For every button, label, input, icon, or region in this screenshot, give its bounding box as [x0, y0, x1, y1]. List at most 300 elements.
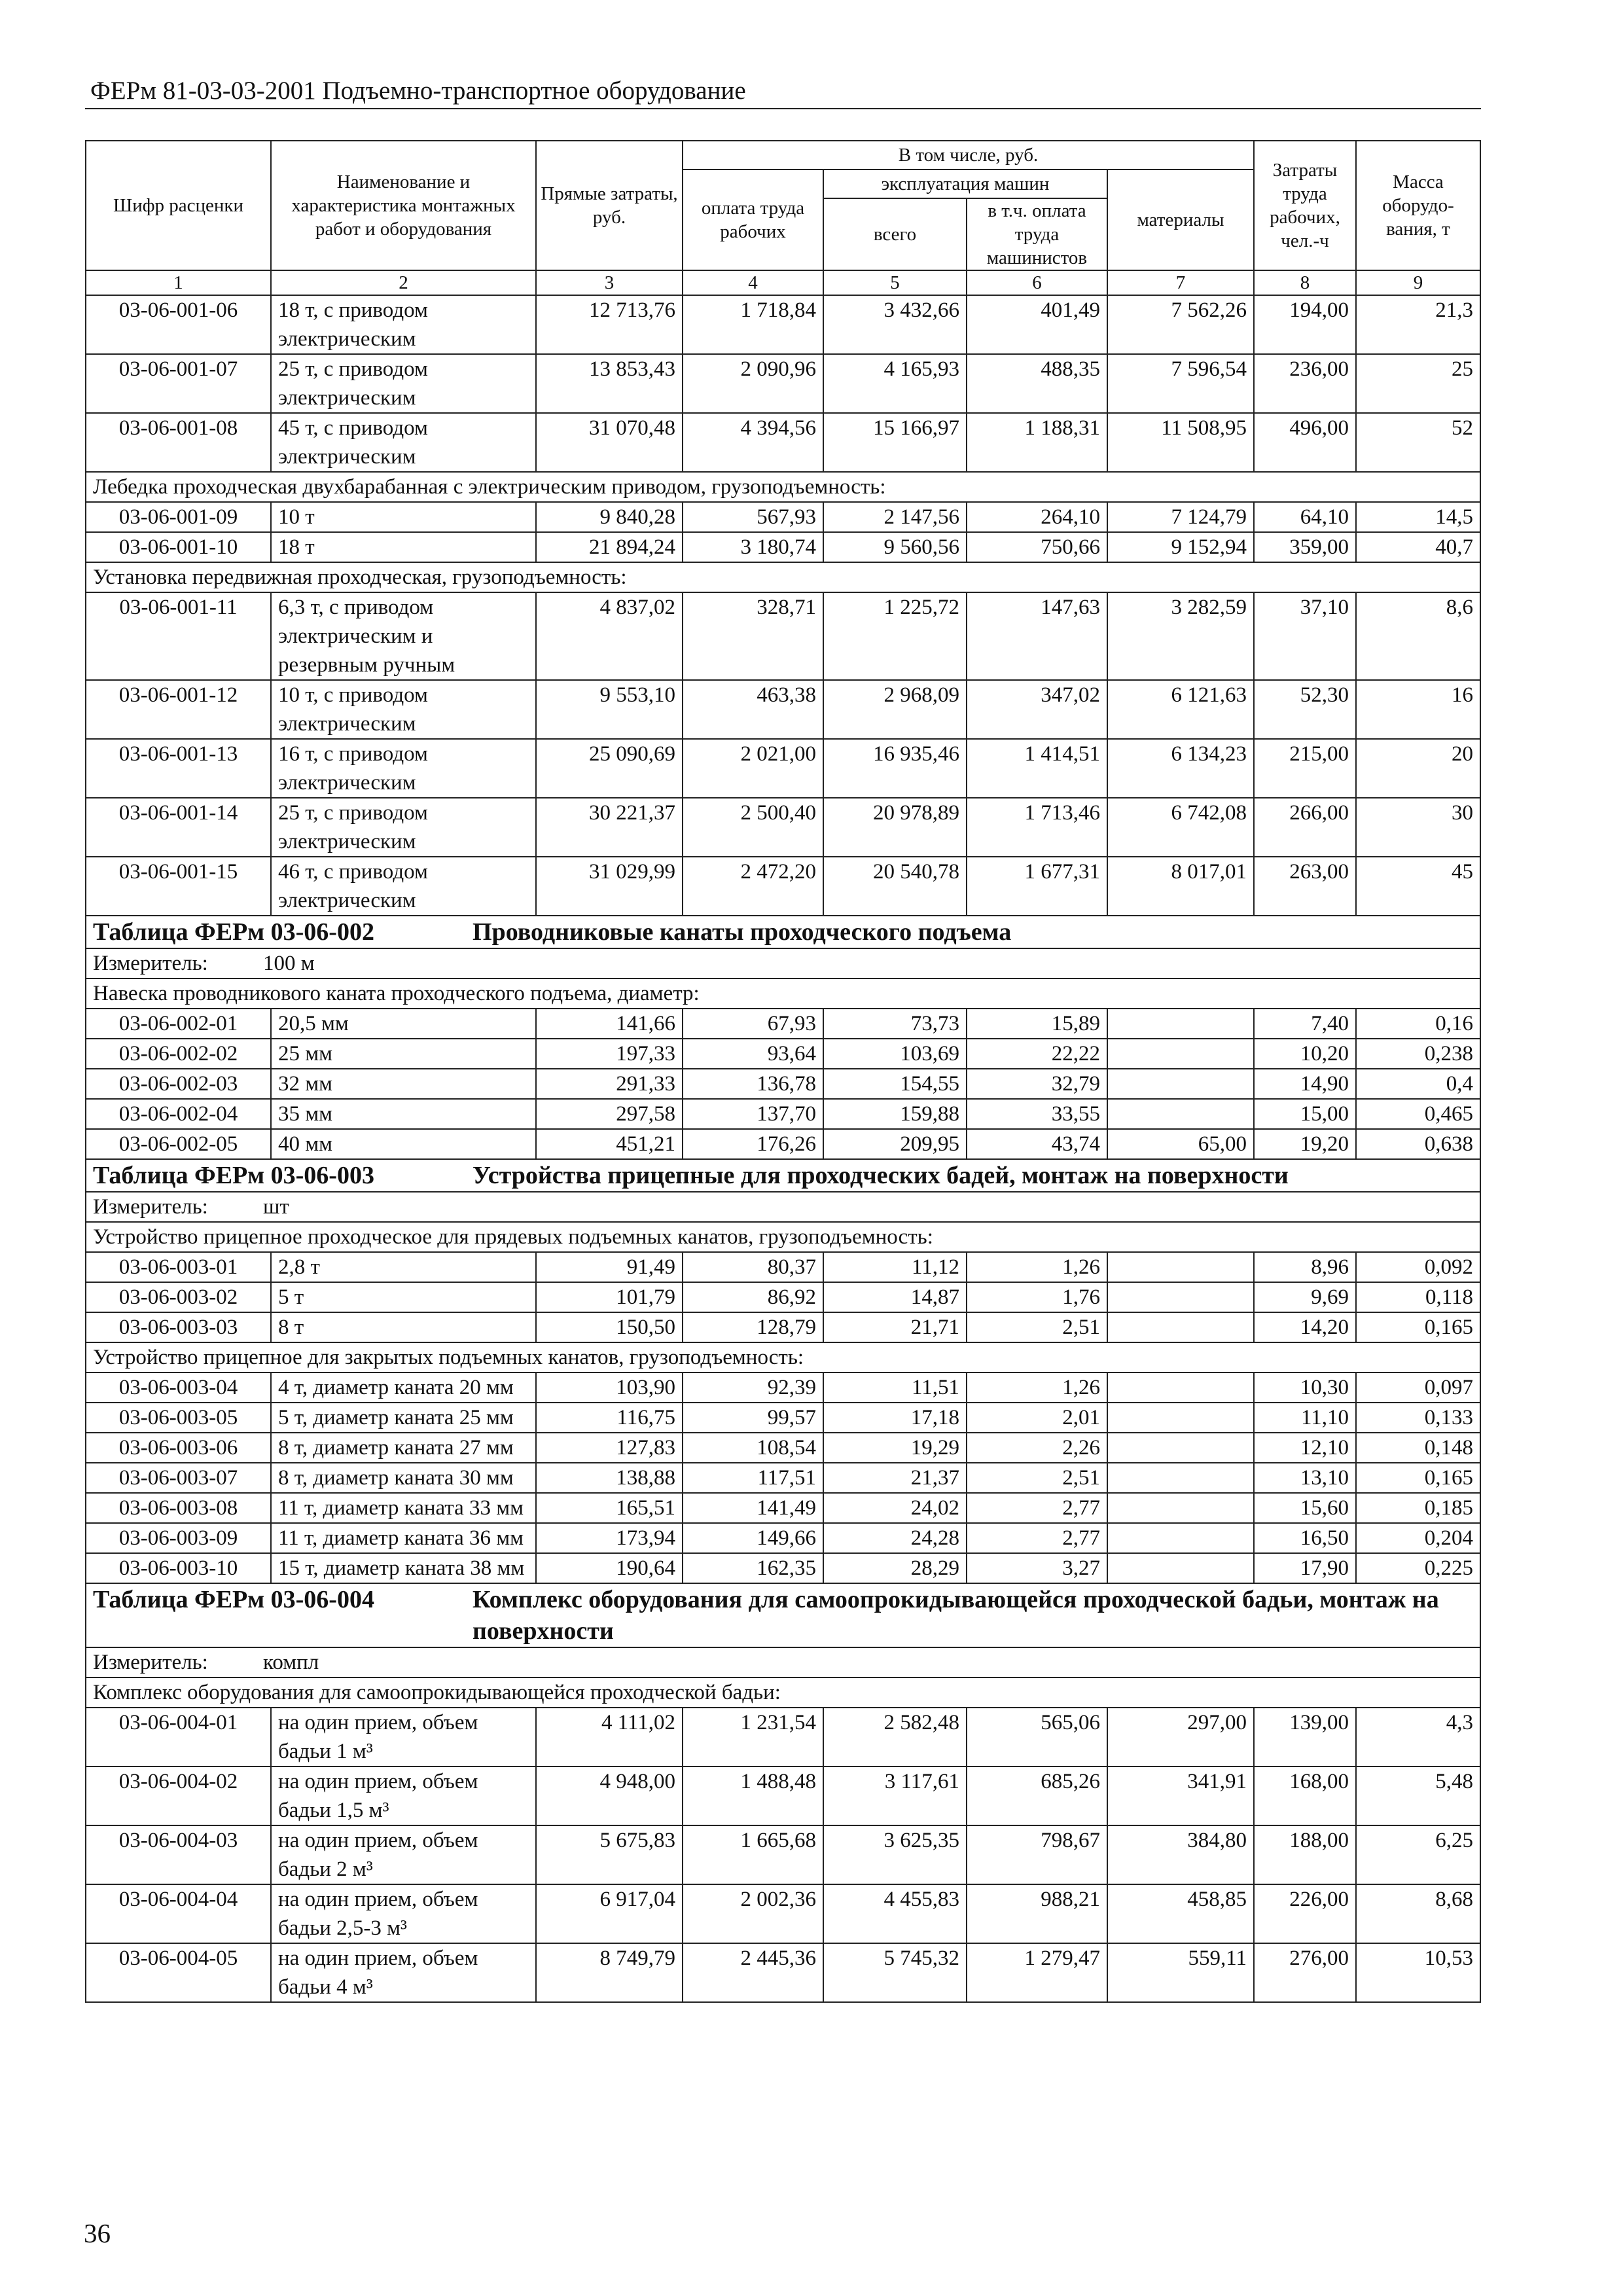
labor-hours: 496,00	[1254, 413, 1356, 472]
materials-cost: 7 124,79	[1107, 502, 1254, 532]
wages-cost: 2 500,40	[683, 798, 823, 857]
machinist-wages: 2,51	[967, 1312, 1107, 1342]
direct-cost: 165,51	[536, 1493, 683, 1523]
equipment-mass: 0,204	[1356, 1523, 1480, 1553]
table-row	[86, 1553, 1480, 1583]
labor-hours: 15,00	[1254, 1099, 1356, 1129]
labor-hours: 14,90	[1254, 1069, 1356, 1099]
labor-hours: 168,00	[1254, 1767, 1356, 1825]
labor-hours: 13,10	[1254, 1463, 1356, 1493]
work-name: 2,8 т	[271, 1252, 536, 1282]
direct-cost: 138,88	[536, 1463, 683, 1493]
work-name: 5 т, диаметр каната 25 мм	[271, 1403, 536, 1433]
rate-code: 03-06-001-11	[86, 592, 271, 680]
table-row	[86, 1312, 1480, 1342]
table-body	[86, 295, 1480, 2002]
rate-code: 03-06-001-06	[86, 295, 271, 354]
machinist-wages: 988,21	[967, 1884, 1107, 1943]
wages-cost: 99,57	[683, 1403, 823, 1433]
work-name: 32 мм	[271, 1069, 536, 1099]
wages-cost: 141,49	[683, 1493, 823, 1523]
materials-cost	[1107, 1069, 1254, 1099]
machines-cost: 5 745,32	[823, 1943, 967, 2002]
column-number: 1	[86, 270, 271, 295]
page-number: 36	[84, 2218, 111, 2248]
direct-cost: 197,33	[536, 1039, 683, 1069]
labor-hours: 8,96	[1254, 1252, 1356, 1282]
wages-cost: 67,93	[683, 1009, 823, 1039]
equipment-mass: 0,118	[1356, 1282, 1480, 1312]
measure-row	[86, 948, 1480, 978]
equipment-mass: 0,133	[1356, 1403, 1480, 1433]
table-row	[86, 532, 1480, 562]
equipment-mass: 0,165	[1356, 1463, 1480, 1493]
equipment-mass: 0,165	[1356, 1312, 1480, 1342]
header-machines-total: всего	[823, 198, 967, 270]
work-name: 25 т, с приводом электрическим	[271, 354, 536, 413]
labor-hours: 9,69	[1254, 1282, 1356, 1312]
table-row	[86, 798, 1480, 857]
machines-cost: 9 560,56	[823, 532, 967, 562]
equipment-mass: 52	[1356, 413, 1480, 472]
wages-cost: 567,93	[683, 502, 823, 532]
work-name: 6,3 т, с приводом электрическим и резервным ручным	[271, 592, 536, 680]
rate-code: 03-06-001-14	[86, 798, 271, 857]
machines-cost: 21,71	[823, 1312, 967, 1342]
table-row	[86, 1039, 1480, 1069]
column-number: 2	[271, 270, 536, 295]
rate-code: 03-06-003-09	[86, 1523, 271, 1553]
table-title	[86, 916, 1480, 948]
work-name: на один прием, объем бадьи 2 м³	[271, 1825, 536, 1884]
work-name: 5 т	[271, 1282, 536, 1312]
wages-cost: 128,79	[683, 1312, 823, 1342]
work-name: 20,5 мм	[271, 1009, 536, 1039]
machinist-wages: 347,02	[967, 680, 1107, 739]
header-name: Наименование и характеристика монтажных работ и оборудования	[271, 141, 536, 270]
materials-cost	[1107, 1493, 1254, 1523]
equipment-mass: 0,225	[1356, 1553, 1480, 1583]
materials-cost	[1107, 1282, 1254, 1312]
materials-cost: 3 282,59	[1107, 592, 1254, 680]
measure-label: Измеритель:	[93, 952, 208, 975]
materials-cost: 11 508,95	[1107, 413, 1254, 472]
table-title-row	[86, 1159, 1480, 1192]
wages-cost: 2 002,36	[683, 1884, 823, 1943]
wages-cost: 1 231,54	[683, 1708, 823, 1767]
wages-cost: 463,38	[683, 680, 823, 739]
table-row	[86, 502, 1480, 532]
machinist-wages: 264,10	[967, 502, 1107, 532]
equipment-mass: 16	[1356, 680, 1480, 739]
work-name: 18 т	[271, 532, 536, 562]
direct-cost: 190,64	[536, 1553, 683, 1583]
header-code: Шифр расценки	[86, 141, 271, 270]
wages-cost: 1 665,68	[683, 1825, 823, 1884]
direct-cost: 291,33	[536, 1069, 683, 1099]
work-name: 40 мм	[271, 1129, 536, 1159]
group-heading-row	[86, 978, 1480, 1009]
rate-code: 03-06-003-04	[86, 1372, 271, 1403]
table-row	[86, 1884, 1480, 1943]
materials-cost	[1107, 1553, 1254, 1583]
materials-cost: 297,00	[1107, 1708, 1254, 1767]
machinist-wages: 1 713,46	[967, 798, 1107, 857]
machinist-wages: 1 414,51	[967, 739, 1107, 798]
machines-cost: 4 165,93	[823, 354, 967, 413]
header-machines-wages: в т.ч. оплата труда машинистов	[967, 198, 1107, 270]
equipment-mass: 0,238	[1356, 1039, 1480, 1069]
measure-row	[86, 1647, 1480, 1677]
machinist-wages: 2,77	[967, 1493, 1107, 1523]
rate-code: 03-06-003-03	[86, 1312, 271, 1342]
machinist-wages: 33,55	[967, 1099, 1107, 1129]
work-name: на один прием, объем бадьи 1 м³	[271, 1708, 536, 1767]
machinist-wages: 2,01	[967, 1403, 1107, 1433]
materials-cost: 341,91	[1107, 1767, 1254, 1825]
machines-cost: 3 432,66	[823, 295, 967, 354]
rates-table	[85, 140, 1481, 2003]
group-heading: Установка передвижная проходческая, грузоподъемность:	[86, 562, 1480, 592]
machines-cost: 154,55	[823, 1069, 967, 1099]
direct-cost: 8 749,79	[536, 1943, 683, 2002]
labor-hours: 10,30	[1254, 1372, 1356, 1403]
group-heading: Комплекс оборудования для самоопрокидывающейся проходческой бадьи:	[86, 1677, 1480, 1708]
rate-code: 03-06-003-08	[86, 1493, 271, 1523]
direct-cost: 25 090,69	[536, 739, 683, 798]
column-number: 6	[967, 270, 1107, 295]
rate-code: 03-06-001-13	[86, 739, 271, 798]
wages-cost: 2 021,00	[683, 739, 823, 798]
rate-code: 03-06-004-05	[86, 1943, 271, 2002]
materials-cost: 6 121,63	[1107, 680, 1254, 739]
machines-cost: 20 540,78	[823, 857, 967, 916]
rate-code: 03-06-002-03	[86, 1069, 271, 1099]
direct-cost: 451,21	[536, 1129, 683, 1159]
table-row	[86, 354, 1480, 413]
materials-cost	[1107, 1099, 1254, 1129]
wages-cost: 108,54	[683, 1433, 823, 1463]
wages-cost: 2 445,36	[683, 1943, 823, 2002]
machines-cost: 20 978,89	[823, 798, 967, 857]
direct-cost: 31 029,99	[536, 857, 683, 916]
direct-cost: 116,75	[536, 1403, 683, 1433]
group-heading-row	[86, 562, 1480, 592]
table-title-label: Таблица ФЕРм 03-06-004	[93, 1586, 374, 1613]
materials-cost	[1107, 1403, 1254, 1433]
direct-cost: 30 221,37	[536, 798, 683, 857]
direct-cost: 12 713,76	[536, 295, 683, 354]
labor-hours: 37,10	[1254, 592, 1356, 680]
direct-cost: 101,79	[536, 1282, 683, 1312]
column-numbers-row	[86, 270, 1480, 295]
materials-cost: 7 562,26	[1107, 295, 1254, 354]
wages-cost: 93,64	[683, 1039, 823, 1069]
wages-cost: 92,39	[683, 1372, 823, 1403]
equipment-mass: 21,3	[1356, 295, 1480, 354]
machines-cost: 14,87	[823, 1282, 967, 1312]
equipment-mass: 20	[1356, 739, 1480, 798]
work-name: 8 т	[271, 1312, 536, 1342]
wages-cost: 149,66	[683, 1523, 823, 1553]
rate-code: 03-06-001-09	[86, 502, 271, 532]
table-row	[86, 1493, 1480, 1523]
table-row	[86, 1282, 1480, 1312]
machines-cost: 3 625,35	[823, 1825, 967, 1884]
work-name: 25 т, с приводом электрическим	[271, 798, 536, 857]
table-row	[86, 1523, 1480, 1553]
labor-hours: 7,40	[1254, 1009, 1356, 1039]
direct-cost: 5 675,83	[536, 1825, 683, 1884]
labor-hours: 10,20	[1254, 1039, 1356, 1069]
wages-cost: 136,78	[683, 1069, 823, 1099]
machines-cost: 2 582,48	[823, 1708, 967, 1767]
table-row	[86, 857, 1480, 916]
work-name: 8 т, диаметр каната 30 мм	[271, 1463, 536, 1493]
equipment-mass: 6,25	[1356, 1825, 1480, 1884]
wages-cost: 2 090,96	[683, 354, 823, 413]
labor-hours: 139,00	[1254, 1708, 1356, 1767]
work-name: 11 т, диаметр каната 36 мм	[271, 1523, 536, 1553]
wages-cost: 328,71	[683, 592, 823, 680]
labor-hours: 12,10	[1254, 1433, 1356, 1463]
machinist-wages: 2,77	[967, 1523, 1107, 1553]
machines-cost: 1 225,72	[823, 592, 967, 680]
equipment-mass: 4,3	[1356, 1708, 1480, 1767]
measure-row	[86, 1192, 1480, 1222]
column-number: 3	[536, 270, 683, 295]
work-name: 25 мм	[271, 1039, 536, 1069]
equipment-mass: 0,465	[1356, 1099, 1480, 1129]
column-number: 7	[1107, 270, 1254, 295]
header-machines: эксплуатация машин	[823, 170, 1107, 198]
materials-cost: 7 596,54	[1107, 354, 1254, 413]
table-row	[86, 1099, 1480, 1129]
materials-cost: 559,11	[1107, 1943, 1254, 2002]
column-number: 5	[823, 270, 967, 295]
work-name: 35 мм	[271, 1099, 536, 1129]
work-name: 46 т, с приводом электрическим	[271, 857, 536, 916]
wages-cost: 80,37	[683, 1252, 823, 1282]
rate-code: 03-06-003-10	[86, 1553, 271, 1583]
machines-cost: 2 968,09	[823, 680, 967, 739]
machinist-wages: 1 279,47	[967, 1943, 1107, 2002]
measure-value: компл	[263, 1651, 319, 1674]
materials-cost: 384,80	[1107, 1825, 1254, 1884]
rate-code: 03-06-002-01	[86, 1009, 271, 1039]
rate-code: 03-06-003-01	[86, 1252, 271, 1282]
machines-cost: 209,95	[823, 1129, 967, 1159]
table-row	[86, 680, 1480, 739]
direct-cost: 91,49	[536, 1252, 683, 1282]
table-title-name: Устройства прицепные для проходческих бадей, монтаж на поверхности	[473, 1162, 1289, 1189]
equipment-mass: 0,185	[1356, 1493, 1480, 1523]
table-title	[86, 1159, 1480, 1192]
labor-hours: 15,60	[1254, 1493, 1356, 1523]
group-heading-row	[86, 1677, 1480, 1708]
wages-cost: 137,70	[683, 1099, 823, 1129]
header-direct: Прямые затраты, руб.	[536, 141, 683, 270]
rate-code: 03-06-004-01	[86, 1708, 271, 1767]
direct-cost: 4 948,00	[536, 1767, 683, 1825]
materials-cost	[1107, 1312, 1254, 1342]
equipment-mass: 0,097	[1356, 1372, 1480, 1403]
materials-cost	[1107, 1039, 1254, 1069]
machinist-wages: 1,26	[967, 1252, 1107, 1282]
materials-cost	[1107, 1463, 1254, 1493]
machines-cost: 19,29	[823, 1433, 967, 1463]
materials-cost: 6 742,08	[1107, 798, 1254, 857]
table-title-row	[86, 1583, 1480, 1647]
labor-hours: 188,00	[1254, 1825, 1356, 1884]
rate-code: 03-06-003-05	[86, 1403, 271, 1433]
labor-hours: 359,00	[1254, 532, 1356, 562]
materials-cost	[1107, 1009, 1254, 1039]
labor-hours: 194,00	[1254, 295, 1356, 354]
materials-cost: 65,00	[1107, 1129, 1254, 1159]
machines-cost: 3 117,61	[823, 1767, 967, 1825]
table-row	[86, 1463, 1480, 1493]
equipment-mass: 0,092	[1356, 1252, 1480, 1282]
work-name: 15 т, диаметр каната 38 мм	[271, 1553, 536, 1583]
table-row	[86, 1708, 1480, 1767]
work-name: на один прием, объем бадьи 1,5 м³	[271, 1767, 536, 1825]
rate-code: 03-06-003-07	[86, 1463, 271, 1493]
table-row	[86, 295, 1480, 354]
group-heading: Устройство прицепное для закрытых подъемных канатов, грузоподъемность:	[86, 1342, 1480, 1372]
measure-label: Измеритель:	[93, 1195, 208, 1219]
machinist-wages: 1,26	[967, 1372, 1107, 1403]
table-row	[86, 1009, 1480, 1039]
header-rule	[85, 108, 1481, 109]
table-row	[86, 739, 1480, 798]
machinist-wages: 1 188,31	[967, 413, 1107, 472]
machinist-wages: 15,89	[967, 1009, 1107, 1039]
machinist-wages: 2,51	[967, 1463, 1107, 1493]
equipment-mass: 0,148	[1356, 1433, 1480, 1463]
work-name: 10 т	[271, 502, 536, 532]
labor-hours: 276,00	[1254, 1943, 1356, 2002]
materials-cost	[1107, 1372, 1254, 1403]
labor-hours: 236,00	[1254, 354, 1356, 413]
rate-code: 03-06-004-02	[86, 1767, 271, 1825]
machinist-wages: 798,67	[967, 1825, 1107, 1884]
equipment-mass: 0,16	[1356, 1009, 1480, 1039]
direct-cost: 9 553,10	[536, 680, 683, 739]
group-heading-row	[86, 1222, 1480, 1252]
machines-cost: 21,37	[823, 1463, 967, 1493]
labor-hours: 263,00	[1254, 857, 1356, 916]
machinist-wages: 750,66	[967, 532, 1107, 562]
materials-cost: 458,85	[1107, 1884, 1254, 1943]
machines-cost: 11,12	[823, 1252, 967, 1282]
machinist-wages: 32,79	[967, 1069, 1107, 1099]
work-name: 18 т, с приводом электрическим	[271, 295, 536, 354]
work-name: на один прием, объем бадьи 2,5-3 м³	[271, 1884, 536, 1943]
group-heading: Устройство прицепное проходческое для прядевых подъемных канатов, грузоподъемность:	[86, 1222, 1480, 1252]
wages-cost: 1 488,48	[683, 1767, 823, 1825]
direct-cost: 127,83	[536, 1433, 683, 1463]
machines-cost: 11,51	[823, 1372, 967, 1403]
machines-cost: 159,88	[823, 1099, 967, 1129]
table-row	[86, 1433, 1480, 1463]
work-name: 8 т, диаметр каната 27 мм	[271, 1433, 536, 1463]
direct-cost: 13 853,43	[536, 354, 683, 413]
measure-label: Измеритель:	[93, 1651, 208, 1674]
direct-cost: 141,66	[536, 1009, 683, 1039]
table-row	[86, 592, 1480, 680]
rate-code: 03-06-004-04	[86, 1884, 271, 1943]
column-number: 9	[1356, 270, 1480, 295]
rate-code: 03-06-002-02	[86, 1039, 271, 1069]
table-title-label: Таблица ФЕРм 03-06-002	[93, 918, 374, 946]
machinist-wages: 1,76	[967, 1282, 1107, 1312]
machines-cost: 4 455,83	[823, 1884, 967, 1943]
direct-cost: 21 894,24	[536, 532, 683, 562]
materials-cost	[1107, 1252, 1254, 1282]
equipment-mass: 0,638	[1356, 1129, 1480, 1159]
table-row	[86, 1129, 1480, 1159]
labor-hours: 226,00	[1254, 1884, 1356, 1943]
machinist-wages: 2,26	[967, 1433, 1107, 1463]
equipment-mass: 8,68	[1356, 1884, 1480, 1943]
measure-value: шт	[263, 1195, 289, 1219]
machines-cost: 15 166,97	[823, 413, 967, 472]
machinist-wages: 3,27	[967, 1553, 1107, 1583]
work-name: 45 т, с приводом электрическим	[271, 413, 536, 472]
rate-code: 03-06-001-15	[86, 857, 271, 916]
equipment-mass: 5,48	[1356, 1767, 1480, 1825]
group-heading: Лебедка проходческая двухбарабанная с электрическим приводом, грузоподъемность:	[86, 472, 1480, 502]
table-title-row	[86, 916, 1480, 948]
machinist-wages: 43,74	[967, 1129, 1107, 1159]
labor-hours: 16,50	[1254, 1523, 1356, 1553]
header-wages: оплата труда рабочих	[683, 170, 823, 270]
machines-cost: 73,73	[823, 1009, 967, 1039]
wages-cost: 4 394,56	[683, 413, 823, 472]
direct-cost: 6 917,04	[536, 1884, 683, 1943]
rate-code: 03-06-001-10	[86, 532, 271, 562]
labor-hours: 64,10	[1254, 502, 1356, 532]
machines-cost: 2 147,56	[823, 502, 967, 532]
direct-cost: 103,90	[536, 1372, 683, 1403]
machines-cost: 17,18	[823, 1403, 967, 1433]
rate-code: 03-06-001-07	[86, 354, 271, 413]
table-row	[86, 1403, 1480, 1433]
machinist-wages: 22,22	[967, 1039, 1107, 1069]
equipment-mass: 8,6	[1356, 592, 1480, 680]
direct-cost: 173,94	[536, 1523, 683, 1553]
materials-cost: 8 017,01	[1107, 857, 1254, 916]
machinist-wages: 1 677,31	[967, 857, 1107, 916]
machinist-wages: 565,06	[967, 1708, 1107, 1767]
measure-value: 100 м	[263, 952, 315, 975]
group-heading-row	[86, 472, 1480, 502]
labor-hours: 215,00	[1254, 739, 1356, 798]
table-title-label: Таблица ФЕРм 03-06-003	[93, 1162, 374, 1189]
rate-code: 03-06-004-03	[86, 1825, 271, 1884]
table-row	[86, 1069, 1480, 1099]
machinist-wages: 147,63	[967, 592, 1107, 680]
labor-hours: 52,30	[1254, 680, 1356, 739]
wages-cost: 176,26	[683, 1129, 823, 1159]
direct-cost: 150,50	[536, 1312, 683, 1342]
header-materials: материалы	[1107, 170, 1254, 270]
machines-cost: 16 935,46	[823, 739, 967, 798]
wages-cost: 2 472,20	[683, 857, 823, 916]
table-row	[86, 1372, 1480, 1403]
header-including: В том числе, руб.	[683, 141, 1254, 170]
